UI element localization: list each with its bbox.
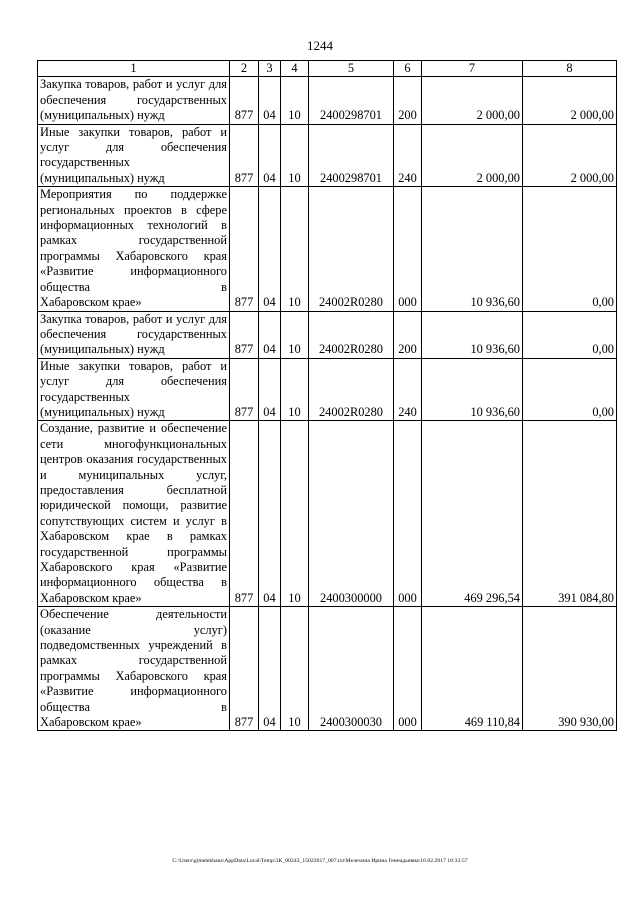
description-line: Иные закупки товаров, работ	[40, 124, 212, 139]
cell-ministry-code: 877	[230, 607, 259, 731]
description-line: информационного общества в	[40, 264, 227, 294]
cell-expense-type: 240	[394, 124, 422, 187]
description-line: государственной программы	[40, 653, 227, 683]
description-line: информационного общества в	[40, 575, 227, 590]
col-header-8: 8	[523, 61, 617, 77]
cell-section: 04	[259, 187, 281, 311]
col-header-1: 1	[38, 61, 230, 77]
cell-target-article: 24002R0280	[309, 311, 394, 358]
cell-subsection: 10	[281, 607, 309, 731]
description-line: (муниципальных) нужд	[40, 170, 165, 185]
description-line: Хабаровском крае»	[40, 715, 142, 730]
cell-expense-type: 240	[394, 358, 422, 421]
description-line: (муниципальных) нужд	[40, 342, 165, 357]
description-line: предоставления бесплатной	[40, 482, 227, 497]
description-line: подведомственных	[40, 638, 140, 653]
cell-ministry-code: 877	[230, 358, 259, 421]
row-description	[38, 124, 230, 187]
cell-amount-year-2: 0,00	[523, 311, 617, 358]
description-line: государственных	[40, 389, 131, 404]
cell-section: 04	[259, 421, 281, 607]
description-line: Хабаровском крае»	[40, 295, 142, 310]
description-line: и услуг для обеспечения	[40, 124, 227, 155]
description-line: сфере информационных	[40, 202, 227, 233]
description-line: крае в рамках	[126, 529, 227, 544]
col-header-6: 6	[394, 61, 422, 77]
table-row	[38, 77, 617, 124]
description-line: муниципальных услуг,	[78, 467, 227, 482]
table-row	[38, 358, 617, 421]
description-line: Хабаровского края «Развитие	[40, 560, 227, 574]
description-line: Создание, развитие и	[40, 421, 157, 436]
description-line: систем и услуг в Хабаровском	[40, 513, 227, 544]
description-line: многофункциональных	[104, 436, 227, 451]
description-line: и услуг для обеспечения	[40, 358, 227, 389]
cell-ministry-code: 877	[230, 421, 259, 607]
cell-subsection: 10	[281, 77, 309, 124]
description-line: (муниципальных) нужд	[40, 108, 165, 123]
row-description	[38, 311, 230, 358]
description-line: государственной программы	[40, 233, 227, 263]
cell-subsection: 10	[281, 421, 309, 607]
row-description	[38, 607, 230, 731]
description-line: Закупка товаров, работ и	[40, 311, 173, 326]
description-line: Закупка товаров, работ и	[40, 77, 173, 92]
description-line: (муниципальных) нужд	[40, 404, 165, 419]
cell-target-article: 2400300030	[309, 607, 394, 731]
description-line: Обеспечение деятельности	[40, 607, 227, 622]
cell-target-article: 24002R0280	[309, 187, 394, 311]
description-line: Мероприятия по поддержке	[40, 187, 227, 202]
cell-amount-year-1: 469 296,54	[422, 421, 523, 607]
col-header-5: 5	[309, 61, 394, 77]
cell-amount-year-2: 2 000,00	[523, 124, 617, 187]
description-line: Хабаровского края «Развитие	[40, 248, 227, 279]
cell-amount-year-2: 391 084,80	[523, 421, 617, 607]
cell-target-article: 2400298701	[309, 77, 394, 124]
description-line: государственных	[40, 155, 131, 170]
description-line: региональных проектов в	[40, 202, 187, 217]
cell-subsection: 10	[281, 311, 309, 358]
row-description	[38, 421, 230, 607]
table-header-row	[38, 61, 617, 77]
table-row	[38, 187, 617, 311]
col-header-4: 4	[281, 61, 309, 77]
cell-amount-year-2: 390 930,00	[523, 607, 617, 731]
table-row	[38, 607, 617, 731]
description-line: государственных	[136, 92, 227, 107]
cell-ministry-code: 877	[230, 311, 259, 358]
description-line: государственной программы	[40, 544, 227, 559]
cell-section: 04	[259, 607, 281, 731]
cell-target-article: 2400300000	[309, 421, 394, 607]
description-line: государственных	[136, 326, 227, 341]
description-line: информационного общества в	[40, 684, 227, 714]
cell-amount-year-1: 10 936,60	[422, 311, 523, 358]
col-header-7: 7	[422, 61, 523, 77]
cell-section: 04	[259, 77, 281, 124]
col-header-3: 3	[259, 61, 281, 77]
description-line: Иные закупки товаров, работ	[40, 358, 212, 373]
row-description	[38, 77, 230, 124]
description-line: обеспечение сети	[40, 421, 227, 451]
cell-expense-type: 000	[394, 421, 422, 607]
description-line: услуг для обеспечения	[40, 311, 227, 341]
cell-amount-year-1: 2 000,00	[422, 77, 523, 124]
cell-section: 04	[259, 311, 281, 358]
cell-ministry-code: 877	[230, 187, 259, 311]
row-description	[38, 358, 230, 421]
document-path-footer: C:\Users\gimelekhaus\AppData\Local\Temp\3K_00243_15022017_007.txt\Мелехина Ирина Геннадьевна\16.02.2017 16:33:57	[172, 858, 468, 864]
description-line: центров оказания	[40, 452, 134, 467]
cell-subsection: 10	[281, 124, 309, 187]
row-description	[38, 187, 230, 311]
cell-amount-year-2: 0,00	[523, 187, 617, 311]
cell-amount-year-1: 2 000,00	[422, 124, 523, 187]
table-row	[38, 124, 617, 187]
description-line: услуг для обеспечения	[40, 77, 227, 107]
cell-expense-type: 000	[394, 607, 422, 731]
cell-section: 04	[259, 124, 281, 187]
description-line: технологий в рамках	[40, 218, 227, 248]
description-line: (оказание услуг)	[40, 622, 227, 637]
cell-amount-year-1: 10 936,60	[422, 358, 523, 421]
cell-expense-type: 000	[394, 187, 422, 311]
cell-subsection: 10	[281, 187, 309, 311]
col-header-2: 2	[230, 61, 259, 77]
table-row	[38, 421, 617, 607]
page-number: 1244	[307, 38, 333, 53]
cell-target-article: 24002R0280	[309, 358, 394, 421]
cell-amount-year-1: 469 110,84	[422, 607, 523, 731]
description-line: учреждений в рамках	[40, 638, 227, 668]
description-line: государственных и	[40, 452, 227, 482]
description-line: Хабаровском крае»	[40, 590, 142, 605]
cell-amount-year-2: 2 000,00	[523, 77, 617, 124]
cell-amount-year-2: 0,00	[523, 358, 617, 421]
description-line: Хабаровского края «Развитие	[40, 668, 227, 699]
cell-ministry-code: 877	[230, 124, 259, 187]
budget-table	[37, 60, 617, 731]
description-line: юридической помощи,	[40, 498, 169, 513]
cell-section: 04	[259, 358, 281, 421]
cell-expense-type: 200	[394, 77, 422, 124]
cell-subsection: 10	[281, 358, 309, 421]
table-row	[38, 311, 617, 358]
cell-ministry-code: 877	[230, 77, 259, 124]
cell-expense-type: 200	[394, 311, 422, 358]
cell-amount-year-1: 10 936,60	[422, 187, 523, 311]
cell-target-article: 2400298701	[309, 124, 394, 187]
description-line: развитие сопутствующих	[40, 498, 227, 528]
